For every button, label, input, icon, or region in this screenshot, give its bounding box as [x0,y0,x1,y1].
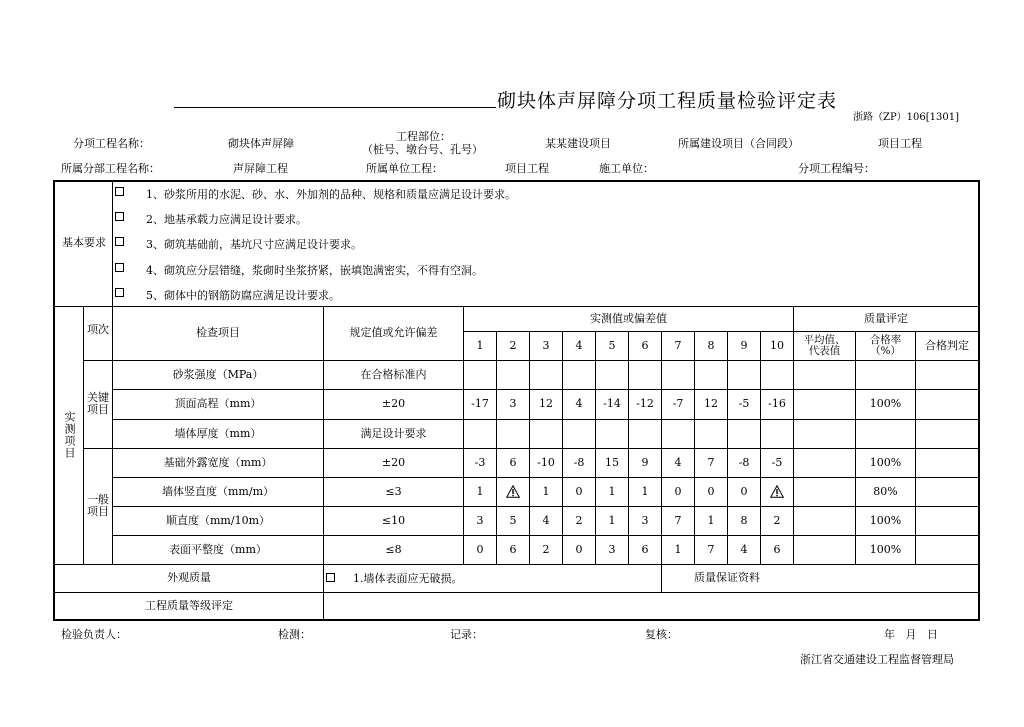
measure-col-number: 4 [575,338,583,352]
tester-label: 检测： [278,628,311,641]
general-items-label [84,448,112,564]
measured-value-cell[interactable]: 0 [740,484,748,498]
measured-value-cell[interactable]: 2 [575,513,583,527]
division-label: 所属分部工程名称： [61,162,160,175]
check-item-name: 墙体厚度（mm） [174,426,262,440]
measured-value-cell[interactable]: 3 [641,513,649,527]
measured-value-cell[interactable] [629,360,661,389]
avg-value-cell[interactable] [794,477,855,506]
avg-value-cell[interactable] [794,448,855,477]
location-label: 工程部位： [396,130,451,143]
key-items-text: 关键项目 [87,391,109,416]
measured-value-cell[interactable] [662,419,694,448]
measured-section-label: 实测项目 [63,411,76,459]
subitem-name-value[interactable]: 砌块体声屏障 [228,137,294,150]
measured-value-cell[interactable]: 6 [509,542,517,556]
measured-value-cell[interactable]: 12 [704,396,718,410]
check-item-name: 砂浆强度（MPa） [172,367,264,381]
check-item-name: 表面平整度（mm） [169,542,267,556]
measured-value-cell[interactable]: 6 [509,455,517,469]
req-checkbox-3[interactable] [115,237,124,246]
measure-col-number: 3 [542,338,550,352]
measured-value-cell[interactable] [728,360,760,389]
judge-cell[interactable] [916,535,978,564]
req-item-5: 5、砌体中的钢筋防腐应满足设计要求。 [146,289,340,302]
project-label: 所属建设项目（合同段） [678,137,799,150]
check-item-spec: ±20 [381,455,406,469]
grade-value-field[interactable] [324,593,978,619]
measured-value-cell[interactable]: 0 [674,484,682,498]
measured-value-cell[interactable]: 1 [476,484,484,498]
col-avg-header [794,331,855,360]
measure-col-number: 10 [770,338,784,352]
measured-value-cell[interactable] [728,419,760,448]
reviewer-label: 复核： [645,628,678,641]
col-judge-header: 合格判定 [925,338,969,352]
inspector-label: 检验负责人： [61,628,127,641]
check-item-spec: ≤3 [385,484,402,498]
measured-value-cell[interactable] [662,360,694,389]
measure-col-number: 5 [608,338,616,352]
subitem-no-label: 分项工程编号： [798,162,875,175]
appearance-checkbox[interactable] [326,573,335,582]
measured-value-cell[interactable]: -5 [771,455,783,469]
measured-value-cell[interactable]: 7 [707,542,715,556]
measured-value-cell[interactable]: 15 [605,455,619,469]
measured-value-cell[interactable] [695,360,727,389]
location-label-sub: （桩号、墩台号、孔号） [362,143,483,156]
measured-value-cell[interactable]: 2 [542,542,550,556]
measured-value-cell[interactable] [497,419,529,448]
req-item-2: 2、地基承载力应满足设计要求。 [146,213,307,226]
subitem-name-label: 分项工程名称： [73,137,150,150]
assurance-label: 质量保证资料 [694,571,760,584]
general-items-text: 一般项目 [87,493,109,518]
req-checkbox-5[interactable] [115,288,124,297]
col-rate-line2: （%） [870,344,901,357]
measured-value-cell[interactable] [464,419,496,448]
measured-value-cell[interactable]: 9 [641,455,649,469]
check-item-name: 墙体竖直度（mm/m） [162,484,274,498]
col-index-header: 项次 [87,323,109,336]
page-title: 砌块体声屏障分项工程质量检验评定表 [497,90,838,112]
appearance-text: 1.墙体表面应无破损。 [353,572,463,585]
recorder-label: 记录： [450,628,483,641]
measured-value-cell[interactable]: -3 [474,455,486,469]
judge-cell[interactable] [916,477,978,506]
measured-value-cell[interactable]: 1 [542,484,550,498]
measured-value-cell[interactable] [497,360,529,389]
pass-rate-cell: 100% [869,542,902,556]
unit-label: 所属单位工程： [366,162,443,175]
pass-rate-cell: 80% [873,484,898,498]
check-item-name: 顶面高程（mm） [174,396,262,410]
measure-col-number: 7 [674,338,682,352]
measured-value-cell[interactable]: 4 [542,513,550,527]
req-item-3: 3、砌筑基础前，基坑尺寸应满足设计要求。 [146,238,362,251]
warning-icon [497,477,529,506]
measured-value-cell[interactable] [596,419,628,448]
measured-value-cell[interactable] [563,360,595,389]
project-value[interactable]: 项目工程 [878,137,922,150]
measured-value-cell[interactable]: 6 [641,542,649,556]
col-avg-line2: 代表值 [808,344,841,357]
measured-value-cell[interactable]: 1 [641,484,649,498]
measured-value-cell[interactable]: 0 [575,542,583,556]
check-item-spec: 在合格标准内 [360,367,427,381]
req-checkbox-2[interactable] [115,212,124,221]
judge-cell[interactable] [916,389,978,418]
measured-value-cell[interactable]: 0 [476,542,484,556]
warning-icon [761,477,793,506]
measure-col-number: 9 [740,338,748,352]
measured-value-cell[interactable]: 3 [608,542,616,556]
pass-rate-cell: 100% [869,455,902,469]
basic-requirements-label: 基本要求 [62,236,106,249]
measured-value-cell[interactable]: 2 [773,513,781,527]
measured-value-cell[interactable]: 1 [608,484,616,498]
req-checkbox-4[interactable] [115,263,124,272]
measured-value-cell[interactable]: 1 [674,542,682,556]
col-spec-header: 规定值或允许偏差 [349,326,438,339]
measured-value-cell[interactable]: 4 [575,396,583,410]
measured-value-cell[interactable]: 7 [674,513,682,527]
measured-value-cell[interactable]: 6 [773,542,781,556]
judge-cell[interactable] [916,448,978,477]
judge-cell[interactable] [916,360,978,389]
pass-rate-cell: 100% [869,396,902,410]
division-value[interactable]: 声屏障工程 [233,162,288,175]
col-avg-line1: 平均值、 [803,333,846,346]
req-item-4: 4、砌筑应分层错缝，浆砌时坐浆挤紧，嵌填饱满密实，不得有空洞。 [146,264,483,277]
measured-value-cell[interactable]: -16 [768,396,786,410]
col-measured-header: 实测值或偏差值 [590,311,667,325]
avg-value-cell[interactable] [794,506,855,535]
measured-value-cell[interactable]: 5 [509,513,517,527]
check-item-spec: ≤8 [385,542,402,556]
check-item-spec: 满足设计要求 [360,426,427,440]
measured-value-cell[interactable] [563,419,595,448]
col-rate-header [856,331,915,360]
avg-value-cell[interactable] [794,360,855,389]
judge-cell[interactable] [916,506,978,535]
measure-col-number: 1 [476,338,484,352]
measured-value-cell[interactable]: -17 [471,396,489,410]
measured-value-cell[interactable] [761,419,793,448]
measured-value-cell[interactable]: 4 [740,542,748,556]
measured-value-cell[interactable]: 12 [539,396,553,410]
check-item-name: 顺直度（mm/10m） [166,513,270,527]
measured-value-cell[interactable]: -5 [738,396,750,410]
req-checkbox-1[interactable] [115,187,124,196]
location-value[interactable]: 某某建设项目 [545,137,611,150]
col-item-header: 检查项目 [196,326,240,339]
measured-value-cell[interactable]: 4 [674,455,682,469]
judge-cell[interactable] [916,419,978,448]
measured-value-cell[interactable]: -7 [672,396,684,410]
measured-value-cell[interactable] [629,419,661,448]
authority-label: 浙江省交通建设工程监督管理局 [800,653,954,666]
measured-value-cell[interactable]: 7 [707,455,715,469]
measured-value-cell[interactable]: 1 [608,513,616,527]
measured-value-cell[interactable] [464,360,496,389]
measured-value-cell[interactable] [761,360,793,389]
pass-rate-cell: 100% [869,513,902,527]
measured-value-cell[interactable]: -8 [573,455,585,469]
measured-value-cell[interactable]: -12 [636,396,654,410]
measured-value-cell[interactable] [596,360,628,389]
measured-value-cell[interactable]: 3 [476,513,484,527]
unit-value[interactable]: 项目工程 [505,162,549,175]
measured-value-cell[interactable] [530,360,562,389]
col-rate-line1: 合格率 [869,333,902,346]
measured-value-cell[interactable]: 0 [707,484,715,498]
measured-value-cell[interactable]: -8 [738,455,750,469]
measured-value-cell[interactable] [530,419,562,448]
measured-value-cell[interactable]: 0 [575,484,583,498]
key-items-label [84,360,112,448]
avg-value-cell[interactable] [794,389,855,418]
check-item-spec: ≤10 [381,513,406,527]
contractor-label: 施工单位： [599,162,654,175]
avg-value-cell[interactable] [794,419,855,448]
check-item-spec: ±20 [381,396,406,410]
measured-value-cell[interactable]: -14 [603,396,621,410]
pass-rate-cell [856,419,915,448]
measure-col-number: 6 [641,338,649,352]
measured-value-cell[interactable]: -10 [537,455,555,469]
appearance-label: 外观质量 [167,571,211,584]
req-item-1: 1、砂浆所用的水泥、砂、水、外加剂的品种、规格和质量应满足设计要求。 [146,188,516,201]
measured-value-cell[interactable]: 8 [740,513,748,527]
date-label: 年 月 日 [884,628,938,641]
grade-label: 工程质量等级评定 [145,598,233,612]
check-item-name: 基础外露宽度（mm） [163,455,273,469]
title-underline [174,107,496,108]
pass-rate-cell [856,360,915,389]
avg-value-cell[interactable] [794,535,855,564]
measured-value-cell[interactable] [695,419,727,448]
measure-col-number: 8 [707,338,715,352]
measure-col-number: 2 [509,338,517,352]
measured-value-cell[interactable]: 1 [707,513,715,527]
form-code: 浙路（ZP）106[1301] [853,112,960,123]
col-quality-header: 质量评定 [864,311,908,325]
measured-value-cell[interactable]: 3 [509,396,517,410]
